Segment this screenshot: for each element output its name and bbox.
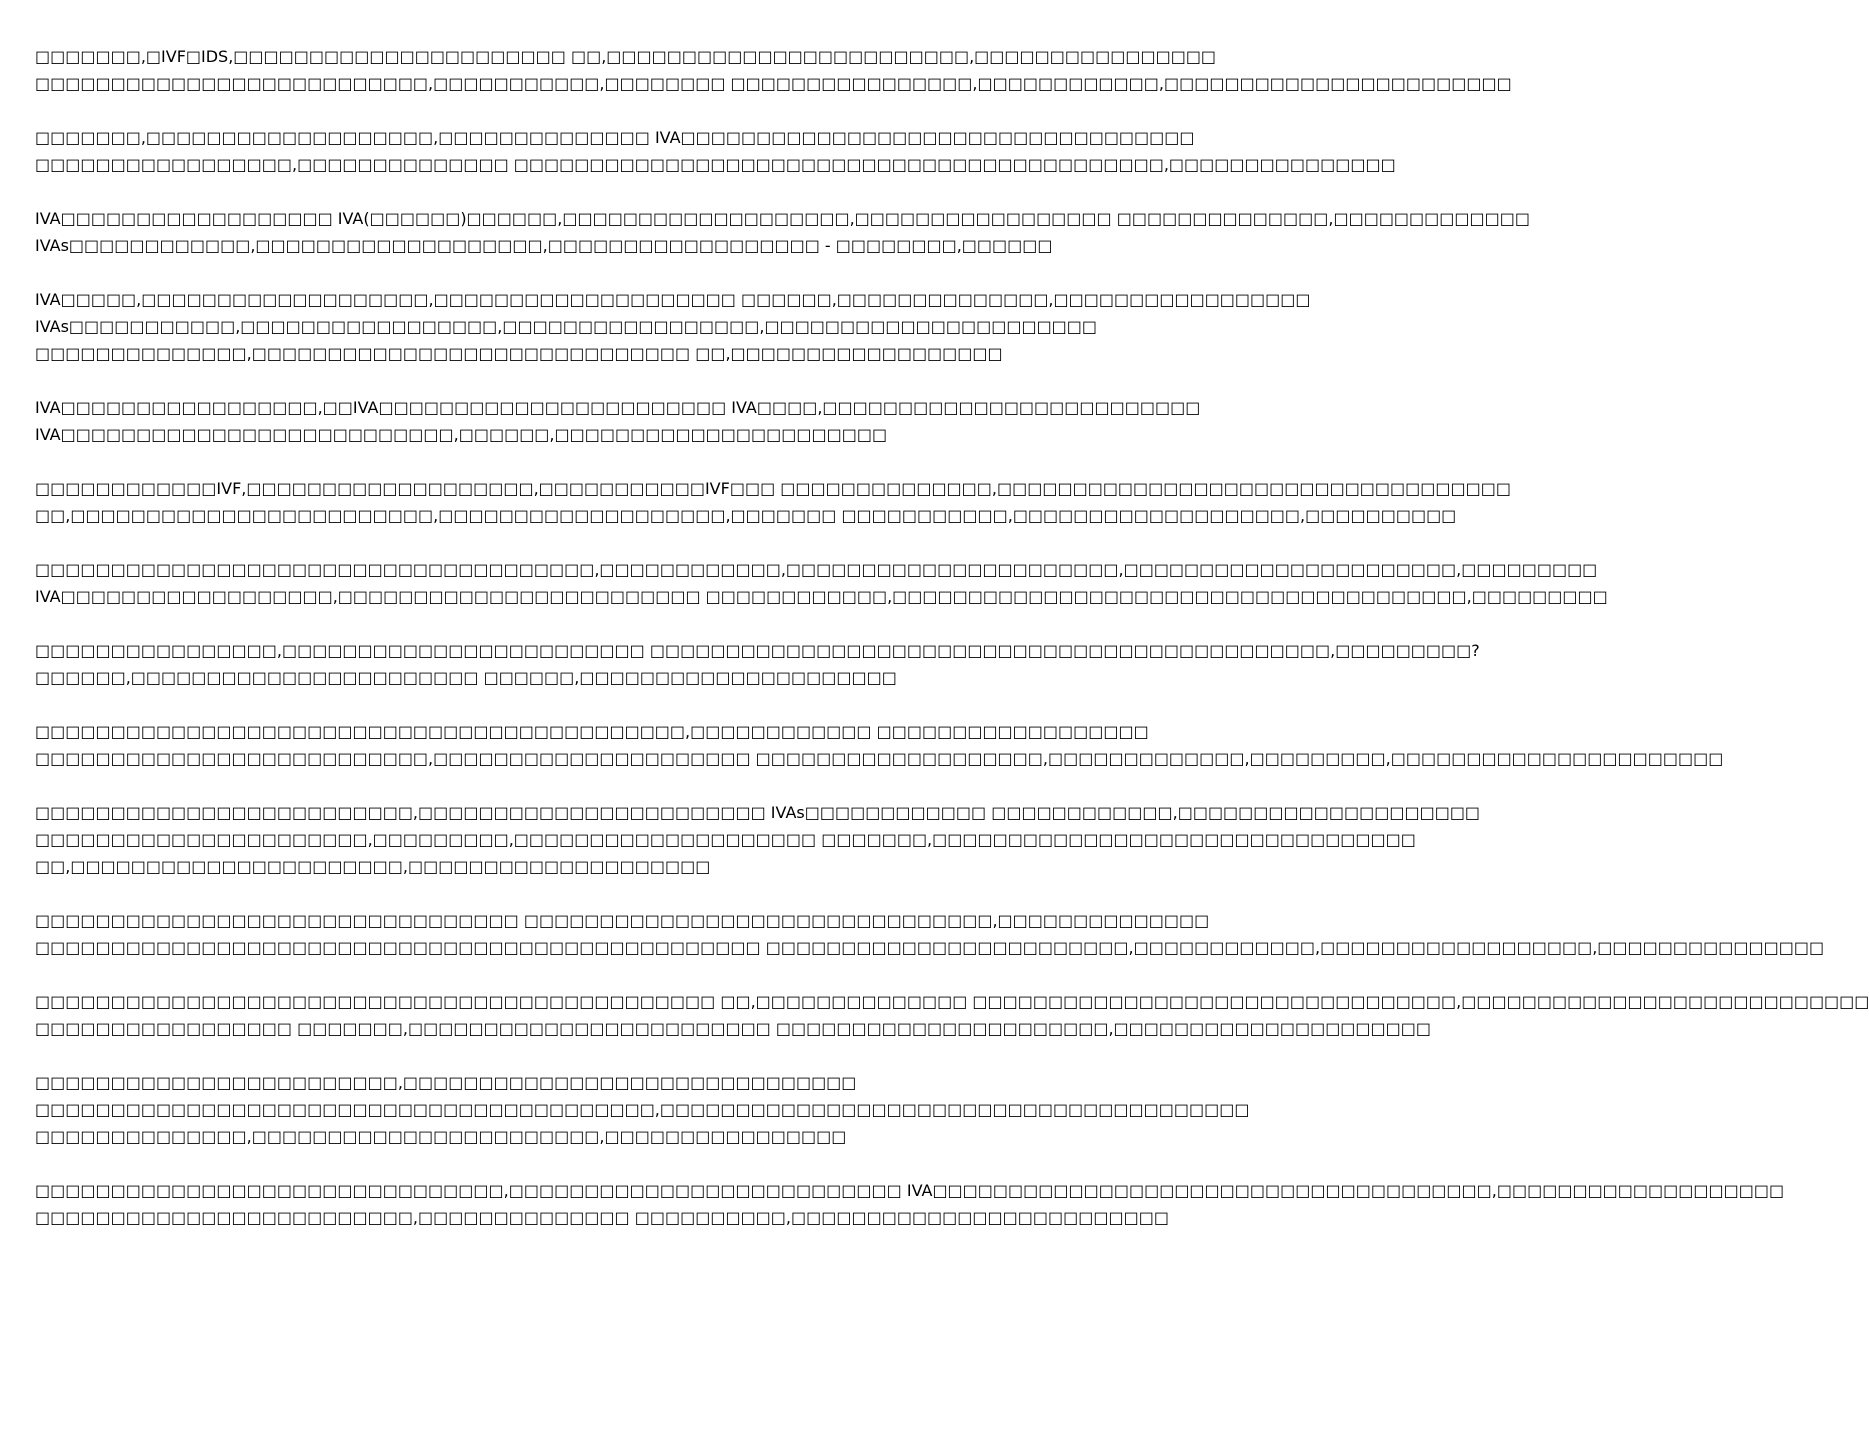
text-line: □□□□□□□□□□□□□□□□□□□□□□□□□□□□□□□□ □□□□□□□□□□□□□□□□□□□□□□□□□□□□□□□,□□□□□□□□□□□□□□ xyxy=(35,911,1210,930)
text-line: □□□□□□□□□□□□□□□□□□□□□□□□□□□□□□□□□□□□□,□□□□□□□□□□□□,□□□□□□□□□□□□□□□□□□□□□□,□□□□□□□□□□□□□□□□□□□□□□,□□□□□□□□□ xyxy=(35,560,1598,579)
text-line: IVA□□□□□□□□□□□□□□□□□□,□□□□□□□□□□□□□□□□□□□□□□□□ □□□□□□□□□□□□,□□□□□□□□□□□□□□□□□□□□□□□□□□□□□□□□□□□□□□,□□□□□□□□□ xyxy=(35,587,1608,606)
text-line: □□□□□□□□□□□□□□□□,□□□□□□□□□□□□□□□□□□□□□□□□ □□□□□□□□□□□□□□□□□□□□□□□□□□□□□□□□□□□□□□□□□□□□□,□□□□□□□□□? xyxy=(35,641,1480,660)
text-line: IVA□□□□□□□□□□□□□□□□□□□□□□□□□□,□□□□□□,□□□□□□□□□□□□□□□□□□□□□□ xyxy=(35,425,888,444)
paragraph-13 xyxy=(35,1069,1250,1150)
paragraph-11 xyxy=(35,907,1825,961)
text-line: □□□□□□□□□□□□□□□□□□□□□□□□□□□□□□□□□□□□□□□□□,□□□□□□□□□□□□□□□□□□□□□□□□□□□□□□□□□□□□□□□ xyxy=(35,1100,1250,1119)
text-line: □□□□□□□,□IVF□IDS,□□□□□□□□□□□□□□□□□□□□□□ □□,□□□□□□□□□□□□□□□□□□□□□□□□,□□□□□□□□□□□□□□□□ xyxy=(35,47,1217,66)
text-line: □□□□□□□□□□□□□□□□□□□□□□□□□□□□□□□□□□□□□□□□□□□,□□□□□□□□□□□□ □□□□□□□□□□□□□□□□□□ xyxy=(35,722,1149,741)
text-line: □□,□□□□□□□□□□□□□□□□□□□□□□□□,□□□□□□□□□□□□□□□□□□□,□□□□□□□ □□□□□□□□□□□,□□□□□□□□□□□□□□□□□□□,□□□□□□□□□□ xyxy=(35,506,1457,525)
paragraph-4 xyxy=(35,286,1311,367)
text-line: IVAs□□□□□□□□□□□,□□□□□□□□□□□□□□□□□,□□□□□□□□□□□□□□□□□,□□□□□□□□□□□□□□□□□□□□□□ xyxy=(35,317,1098,336)
paragraph-8 xyxy=(35,637,1480,691)
text-line: □□□□□□□□□□□□□□□□□□□□□□□□□□,□□□□□□□□□□□□□□□□□□□□□ □□□□□□□□□□□□□□□□□□□,□□□□□□□□□□□□□,□□□□□□□□□,□□□□□□□□□□□□□□□□□□□□□□ xyxy=(35,749,1724,768)
text-line: □□□□□□□□□□□□□□□□□ □□□□□□□,□□□□□□□□□□□□□□□□□□□□□□□□ □□□□□□□□□□□□□□□□□□□□□□,□□□□□□□□□□□□□□□□□□□□□ xyxy=(35,1019,1432,1038)
paragraph-12 xyxy=(35,988,1869,1042)
text-line: □□□□□□□□□□□□□□,□□□□□□□□□□□□□□□□□□□□□□□,□□□□□□□□□□□□□□□□ xyxy=(35,1127,847,1146)
text-line: □□□□□□□□□□□□□□□□□□□□□□□□□,□□□□□□□□□□□□□□ □□□□□□□□□□,□□□□□□□□□□□□□□□□□□□□□□□□□ xyxy=(35,1208,1169,1227)
text-line: □□□□□□,□□□□□□□□□□□□□□□□□□□□□□□ □□□□□□,□□□□□□□□□□□□□□□□□□□□□ xyxy=(35,668,897,687)
text-line: □□□□□□□□□□□□IVF,□□□□□□□□□□□□□□□□□□□,□□□□□□□□□□□IVF□□□ □□□□□□□□□□□□□□,□□□□□□□□□□□□□□□□□□□□□□□□□□□□□□□□□□ xyxy=(35,479,1511,498)
text-line: □□□□□□□□□□□□□□□□□□□□□□□□□,□□□□□□□□□□□□□□□□□□□□□□□ IVAs□□□□□□□□□□□□ □□□□□□□□□□□□,□□□□□□□□□□□□□□□□□□□□ xyxy=(35,803,1481,822)
text-line: IVA□□□□□,□□□□□□□□□□□□□□□□□□□,□□□□□□□□□□□□□□□□□□□□ □□□□□□,□□□□□□□□□□□□□□,□□□□□□□□□□□□□□□□□ xyxy=(35,290,1311,309)
text-line: IVAs□□□□□□□□□□□□,□□□□□□□□□□□□□□□□□□□,□□□□□□□□□□□□□□□□□□ - □□□□□□□□,□□□□□□ xyxy=(35,236,1053,255)
text-line: IVA□□□□□□□□□□□□□□□□□,□□IVA□□□□□□□□□□□□□□□□□□□□□□□ IVA□□□□,□□□□□□□□□□□□□□□□□□□□□□□□□ xyxy=(35,398,1201,417)
text-line: □□□□□□□□□□□□□□□□□□□□□□,□□□□□□□□□,□□□□□□□□□□□□□□□□□□□□ □□□□□□□,□□□□□□□□□□□□□□□□□□□□□□□□□□□□□□□□ xyxy=(35,830,1416,849)
paragraph-3 xyxy=(35,205,1530,259)
paragraph-5 xyxy=(35,394,1201,448)
text-line: □□□□□□□□□□□□□□,□□□□□□□□□□□□□□□□□□□□□□□□□□□□□ □□,□□□□□□□□□□□□□□□□□□ xyxy=(35,344,1003,363)
paragraph-2 xyxy=(35,124,1396,178)
text-line: □□,□□□□□□□□□□□□□□□□□□□□□□,□□□□□□□□□□□□□□□□□□□□ xyxy=(35,857,711,876)
paragraph-6 xyxy=(35,475,1511,529)
paragraph-14 xyxy=(35,1177,1785,1231)
text-line: □□□□□□□□□□□□□□□□□□□□□□□□□□□□□□□,□□□□□□□□□□□□□□□□□□□□□□□□□□ IVA□□□□□□□□□□□□□□□□□□□□□□□□□□□□□□□□□□□□□,□□□□□□□□□□□□□□□□□□□ xyxy=(35,1181,1785,1200)
text-line: □□□□□□□□□□□□□□□□□,□□□□□□□□□□□□□□ □□□□□□□□□□□□□□□□□□□□□□□□□□□□□□□□□□□□□□□□□□□,□□□□□□□□□□□□□□□ xyxy=(35,155,1396,174)
text-line: □□□□□□□□□□□□□□□□□□□□□□□□,□□□□□□□□□□□□□□□□□□□□□□□□□□□□□□ xyxy=(35,1073,857,1092)
text-line: □□□□□□□□□□□□□□□□□□□□□□□□□□,□□□□□□□□□□□,□□□□□□□□ □□□□□□□□□□□□□□□□,□□□□□□□□□□□□,□□□□□□□□□□□□□□□□□□□□□□□ xyxy=(35,74,1512,93)
text-line: □□□□□□□,□□□□□□□□□□□□□□□□□□□,□□□□□□□□□□□□□□ IVA□□□□□□□□□□□□□□□□□□□□□□□□□□□□□□□□□□ xyxy=(35,128,1195,147)
text-line: IVA□□□□□□□□□□□□□□□□□□ IVA(□□□□□□)□□□□□□,□□□□□□□□□□□□□□□□□□□,□□□□□□□□□□□□□□□□□ □□□□□□□□□□□□□□,□□□□□□□□□□□□□ xyxy=(35,209,1530,228)
document-body xyxy=(35,43,1869,1258)
paragraph-9 xyxy=(35,718,1724,772)
paragraph-7 xyxy=(35,556,1608,610)
text-line: □□□□□□□□□□□□□□□□□□□□□□□□□□□□□□□□□□□□□□□□□□□□□ □□,□□□□□□□□□□□□□□ □□□□□□□□□□□□□□□□□□□□□□□□□□□□□□□□,□□□□□□□□□□□□□□□□□□□□□□□□□□□ xyxy=(35,992,1869,1011)
paragraph-10 xyxy=(35,799,1481,880)
text-line: □□□□□□□□□□□□□□□□□□□□□□□□□□□□□□□□□□□□□□□□□□□□□□□□ □□□□□□□□□□□□□□□□□□□□□□□□,□□□□□□□□□□□□,□□□□□□□□□□□□□□□□□□,□□□□□□□□□□□□□□□ xyxy=(35,938,1825,957)
paragraph-1 xyxy=(35,43,1512,97)
